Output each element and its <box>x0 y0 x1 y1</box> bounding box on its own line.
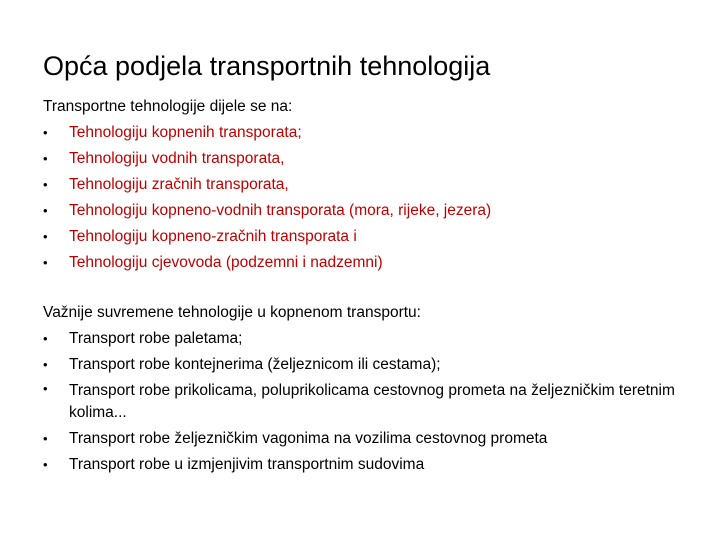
list-item <box>43 224 683 250</box>
section2-list <box>43 326 683 478</box>
bullet-icon: • <box>43 255 48 270</box>
list-item <box>43 326 683 352</box>
slide-title: Opća podjela transportnih tehnologija <box>43 51 491 81</box>
list-item-text: Transport robe paletama; <box>69 330 243 347</box>
bullet-icon: • <box>43 151 48 166</box>
list-item <box>43 426 683 452</box>
list-item <box>43 378 683 426</box>
bullet-icon: • <box>43 457 48 472</box>
list-item-text: Tehnologiju kopneno-zračnih transporata i <box>69 228 357 245</box>
list-item-text: Tehnologiju vodnih transporata, <box>69 150 285 167</box>
list-item-text: Tehnologiju cjevovoda (podzemni i nadzemni) <box>69 254 383 271</box>
list-item-text: Tehnologiju kopneno-vodnih transporata (mora, rijeke, jezera) <box>69 202 492 219</box>
section-land-transport <box>43 300 683 478</box>
list-item-text: Transport robe željezničkim vagonima na vozilima cestovnog prometa <box>69 430 548 447</box>
list-item-text: Tehnologiju zračnih transporata, <box>69 176 289 193</box>
list-item <box>43 146 683 172</box>
section-transport-technologies <box>43 94 683 276</box>
bullet-icon: • <box>43 357 48 372</box>
list-item <box>43 172 683 198</box>
list-item-text: Transport robe u izmjenjivim transportnim sudovima <box>69 456 425 473</box>
bullet-icon: • <box>43 203 48 218</box>
list-item-text: Tehnologiju kopnenih transporata; <box>69 124 302 141</box>
bullet-icon: • <box>43 381 48 396</box>
section2-intro: Važnije suvremene tehnologije u kopnenom transportu: <box>43 304 421 321</box>
list-item-text: Transport robe prikolicama, poluprikolicama cestovnog prometa na željezničkim teretnim kolima... <box>69 382 675 421</box>
list-item <box>43 198 683 224</box>
list-item <box>43 452 683 478</box>
list-item <box>43 250 683 276</box>
section1-intro: Transportne tehnologije dijele se na: <box>43 98 293 115</box>
list-item <box>43 352 683 378</box>
section1-list <box>43 120 683 276</box>
bullet-icon: • <box>43 331 48 346</box>
list-item <box>43 120 683 146</box>
bullet-icon: • <box>43 431 48 446</box>
list-item-text: Transport robe kontejnerima (željeznicom ili cestama); <box>69 356 441 373</box>
bullet-icon: • <box>43 229 48 244</box>
bullet-icon: • <box>43 125 48 140</box>
bullet-icon: • <box>43 177 48 192</box>
